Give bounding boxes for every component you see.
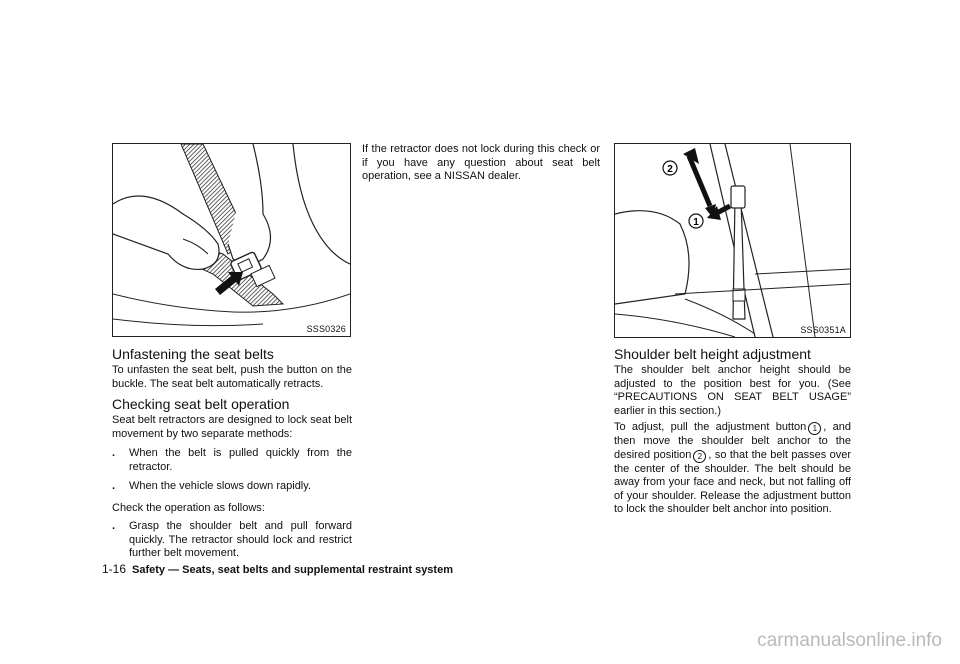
- watermark: carmanualsonline.info: [757, 630, 942, 651]
- callout-2-label: 2: [667, 164, 673, 175]
- callout-1-label: 1: [693, 217, 699, 228]
- adjust-text-a: To adjust, pull the adjustment button: [614, 421, 807, 433]
- paragraph-check-operation: Check the operation as follows:: [112, 502, 265, 514]
- figure-code: SSS0351A: [800, 325, 846, 335]
- bullet-marker: .: [112, 480, 116, 492]
- circle-2-icon: 2: [693, 450, 706, 463]
- heading-checking: Checking seat belt operation: [112, 396, 290, 412]
- page-number: 1-16: [102, 562, 127, 576]
- circle-1-icon: 1: [808, 422, 821, 435]
- bullet-marker: .: [112, 447, 116, 459]
- page-footer: [102, 562, 453, 576]
- figure-unfasten-buckle: [112, 143, 351, 337]
- list-item: [112, 480, 352, 494]
- paragraph-retractors: Seat belt retractors are designed to lock seat belt movement by two separate methods:: [112, 414, 352, 440]
- paragraph-adjust: [614, 421, 851, 517]
- bullet-text: When the belt is pulled quickly from the retractor.: [129, 447, 352, 473]
- bullet-marker: .: [112, 520, 116, 532]
- heading-shoulder-height: Shoulder belt height adjustment: [614, 346, 811, 362]
- paragraph-anchor-height: The shoulder belt anchor height should be adjusted to the position best for you. (See “PRECAUTIONS ON SEAT BELT USAGE” earlier in this section.): [614, 364, 851, 417]
- adjust-text-c: , so that the belt passes over the center of the shoulder. The belt should be away from your face and neck, but not falling off of your shoulder. Release the adjustment button to lock the shoulder belt anchor into position.: [614, 448, 851, 515]
- list-item: [112, 447, 352, 475]
- bullet-text: Grasp the shoulder belt and pull forward quickly. The retractor should lock and restrict further belt movement.: [129, 520, 352, 559]
- paragraph-dealer: If the retractor does not lock during this check or if you have any question about seat belt operation, see a NISSAN dealer.: [362, 143, 600, 182]
- paragraph-unfasten: To unfasten the seat belt, push the button on the buckle. The seat belt automatically retracts.: [112, 364, 352, 390]
- figure-code: SSS0326: [306, 324, 346, 334]
- figure-shoulder-anchor: [614, 143, 851, 338]
- heading-unfastening: Unfastening the seat belts: [112, 346, 274, 362]
- anchor-illustration: [615, 144, 850, 337]
- bullet-text: When the vehicle slows down rapidly.: [129, 480, 311, 492]
- buckle-illustration: [113, 144, 350, 336]
- adjust-text-b: , and then move the shoulder belt anchor to the desired position: [614, 421, 851, 461]
- section-title: Safety — Seats, seat belts and supplemental restraint system: [132, 564, 453, 576]
- list-item: [112, 520, 352, 561]
